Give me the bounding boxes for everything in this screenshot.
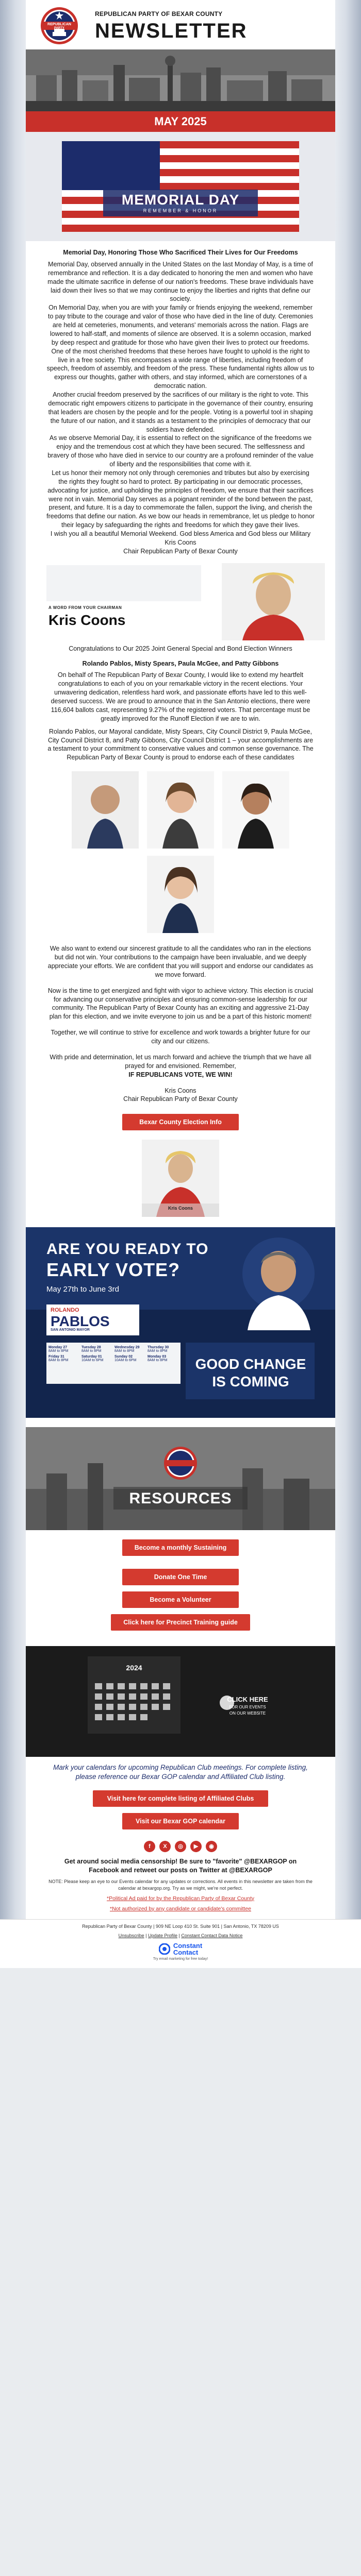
good-change-line2: IS COMING [212,1374,289,1390]
memorial-paragraph-1: Memorial Day, observed annually in the United States on the last Monday of May, is a time of remembrance and reflection. It is a day dedicated to honoring the men and women who have made the ultimate sacrifice in defense of our nation's freedoms. These brave individuals have laid down their lives so that we may continue to enjoy the liberties and rights that define our society. [47,260,314,303]
brand-top: Constant [173,1941,203,1950]
unsubscribe-link[interactable]: Unsubscribe [118,1933,144,1938]
clubs-button-wrap [26,1790,335,1807]
social-icons [26,1835,335,1857]
candidate-last-name: PABLOS [51,1313,110,1330]
calendar-click-line3: ON OUR WEBSITE [229,1711,266,1716]
party-name: REPUBLICAN PARTY OF BEXAR COUNTY [95,10,223,18]
memorial-paragraph-2: On Memorial Day, when you are with your family or friends enjoying the weekend, remember to pay tribute to the courage and valor of those who have died in the line of duty. Ceremonies are held at cemeteries, monuments, and veterans' memorials across the nation. Flags are lowered to half-staff, and moments of silence are observed. It is a solemn occasion, marked by deep respect and gratitude for those who have given their lives to protect our freedoms. [48,304,313,346]
logo-bottom-text: PARTY [54,27,64,30]
election-paragraph-1: On behalf of The Republican Party of Bexar County, I would like to extend my heartfelt congratulations to each of you on your remarkable victory in the recent elections. Your unwavering dedication, relentless hard work, and passionate efforts have led to this well-deserved success. We are proud to announce that in the San Antonio elections, there were 116,604 ballots cast, representing 9.27% of the registered voters. That percentage must be greatly improved for the Runoff Election if we are to win. [51,671,310,722]
election-info-button[interactable]: Bexar County Election Info [122,1114,239,1130]
schedule-day: Monday 03 8AM to 8PM [147,1355,168,1363]
candidate-photos-row-2 [26,856,335,933]
election-paragraph-5: Together, we will continue to strive for excellence and work towards a brighter future for our city and our citizens. [51,1029,310,1045]
kris-coons-photo [142,1140,219,1217]
schedule-day: Monday 27 8AM to 8PM [48,1346,69,1353]
memorial-banner-subtitle: REMEMBER & HONOR [143,208,218,213]
memorial-paragraph-4: Another crucial freedom preserved by the sacrifices of our military is the right to vote. This democratic right empowers citizens to participate in the governance of their country, ensuring that leaders are chosen by the people and for the people. Voting is a powerful tool in shaping the future of our nation, and it stands as a testament to the principles of democracy that our soldiers have defended. [48,391,313,433]
constant-contact-icon [159,1943,170,1955]
memorial-banner-title: MEMORIAL DAY [121,192,240,208]
website-icon[interactable]: ◉ [206,1841,217,1852]
election-signature-title: Chair Republican Party of Bexar County [123,1095,238,1103]
calendar-click-line1: CLICK HERE [227,1696,268,1704]
precinct-training-button[interactable]: Click here for Precinct Training guide [111,1614,250,1631]
resources-title: RESOURCES [129,1490,232,1507]
not-authorized-link[interactable]: *Not authorized by any candidate or candidate's committee [110,1905,251,1912]
memorial-paragraph-3: One of the most cherished freedoms that these heroes have fought to uphold is the right to live in a free society. This encompasses a wide range of liberties, including freedom of speech, freedom of assembly, and freedom of the press. These fundamental rights allow us to express our thoughts, gather with others, and stay informed, which are cornerstones of a democratic nation. [46,347,315,390]
calendar-click-line2: FOR OUR EVENTS [229,1705,266,1710]
election-intro: Congratulations to Our 2025 Joint General Special and Bond Election Winners [69,645,292,652]
election-paragraph-4: Now is the time to get energized and fight with vigor to achieve victory. This election is crucial for advancing our conservative principles and ensuring common-sense leadership for our community. The Republican Party of Bexar County has an exciting and aggressive 21-Day plan for this election, and we invite everyone to join us and be a part of this historic moment! [47,987,314,1021]
memorial-signature-name: Kris Coons [165,538,196,546]
memorial-headline: Memorial Day, Honoring Those Who Sacrificed Their Lives for Our Freedoms [63,249,298,256]
data-notice-link[interactable]: Constant Contact Data Notice [181,1933,243,1938]
election-paragraph-2: Rolando Pablos, our Mayoral candidate, Misty Spears, City Council District 9, Paula McGee, City Council District 8, and Patty Gibbons, City Council District 1 – your accomplishments are a testament to your commitment to conservative values and common sense governance. The Republican Party of Bexar County is proud to endorse each of these candidates [47,727,314,761]
memorial-paragraph-5: As we observe Memorial Day, it is essential to reflect on the significance of the freedoms we enjoy and the tremendous cost at which they have been secured. The selflessness and bravery of those who have died in service to our country are a profound reminder of the value of liberty and the responsibilities that come with it. [47,434,314,468]
party-logo [37,6,81,45]
newsletter-title: NEWSLETTER [95,20,248,42]
memorial-signature-title: Chair Republican Party of Bexar County [123,547,238,555]
early-vote-graphic [26,1227,335,1418]
early-vote-line1: ARE YOU READY TO [46,1241,209,1258]
schedule-day: Wednesday 29 8AM to 8PM [114,1346,140,1353]
memorial-closing: I wish you all a beautiful Memorial Weekend. God bless America and God bless our Military [50,530,311,537]
footer-note: NOTE: Please keep an eye to our Events calendar for any updates or corrections. All events in this newsletter are taken from the calendar at bexargop.org. Try as we might, we're not perfect. [48,1879,313,1891]
newsletter-header [26,0,335,49]
footer-address: Republican Party of Bexar County | 909 NE Loop 410 St. Suite 901 | San Antonio, TX 78209 US [82,1923,279,1929]
chairman-label: A WORD FROM YOUR CHAIRMAN [48,605,122,610]
schedule-day: Tuesday 28 8AM to 8PM [81,1346,102,1353]
email-body [26,0,335,1919]
resources-buttons [26,1530,335,1642]
schedule-day: Thursday 30 8AM to 8PM [147,1346,169,1353]
san-antonio-skyline-image [26,49,335,111]
memorial-flag-graphic [26,132,335,241]
memorial-day-banner [26,132,335,241]
election-info-button-wrap [26,1114,335,1130]
calendar-button-wrap [26,1813,335,1829]
election-article-continued [26,940,335,1106]
bexar-gop-calendar-button[interactable]: Visit our Bexar GOP calendar [122,1813,239,1829]
memorial-article [26,241,335,558]
election-winners: Rolando Pablos, Misty Spears, Paula McGee, and Patty Gibbons [82,659,279,667]
chairman-banner-graphic [26,563,335,640]
good-change-line1: GOOD CHANGE [195,1356,306,1372]
candidate-first-name: ROLANDO [51,1307,79,1314]
header-text [95,10,248,41]
brand-tagline[interactable]: Try email marketing for free today! [153,1957,208,1961]
candidate-role: SAN ANTONIO MAYOR [51,1328,90,1332]
election-paragraph-3: We also want to extend our sincerest gratitude to all the candidates who ran in the elections but did not win. Your contributions to the campaign have been invaluable, and we deeply appreciate your efforts. We are confident that you will support and endorse our candidates as we move forward. [47,945,314,978]
election-emphasis: IF REPUBLICANS VOTE, WE WIN! [128,1071,233,1078]
resources-banner [26,1427,335,1530]
candidate-photo-2 [147,771,214,849]
election-paragraph-6: With pride and determination, let us march forward and achieve the triumph that we have all prayed for and envisioned. Remember, [50,1053,311,1070]
donate-button[interactable]: Donate One Time [122,1569,239,1585]
schedule-day: Sunday 02 10AM to 6PM [114,1355,137,1363]
month-bar: MAY 2025 [26,111,335,132]
schedule-day: Saturday 01 10AM to 6PM [81,1355,104,1363]
skyline-graphic [26,49,335,111]
candidate-photo-1 [72,771,139,849]
youtube-icon[interactable]: ▶ [190,1841,202,1852]
chairman-banner [26,563,335,640]
sustaining-member-button[interactable]: Become a monthly Sustaining Member [122,1539,239,1556]
early-vote-schedule [48,1346,178,1362]
logo-top-text: REPUBLICAN [47,23,71,26]
calendar-text: Mark your calendars for upcoming Republican Club meetings. For complete listing, please reference our Bexar GOP calendar and Affiliated Club listing. [53,1764,308,1781]
constant-contact-logo[interactable] [0,1942,361,1956]
brand-bottom: Contact [173,1948,199,1956]
update-profile-link[interactable]: Update Profile [147,1933,177,1938]
calendar-banner[interactable] [26,1646,335,1757]
calendar-year: 2024 [126,1664,142,1672]
affiliated-clubs-button[interactable]: Visit here for complete listing of Affiliated Clubs [93,1790,268,1807]
resources-background [26,1427,335,1530]
political-ad-link[interactable]: *Political Ad paid for by the Republican Party of Bexar County [107,1895,254,1902]
election-signature-name: Kris Coons [165,1087,196,1094]
volunteer-button[interactable]: Become a Volunteer [122,1591,239,1608]
election-article [26,640,335,765]
facebook-icon[interactable]: f [144,1841,155,1852]
chairman-name: Kris Coons [48,612,126,628]
footer-links: Unsubscribe | Update Profile | Constant Contact Data Notice [118,1933,243,1938]
instagram-icon[interactable]: ◎ [175,1841,186,1852]
candidate-photo-4 [147,856,214,933]
constant-contact-footer [0,1919,361,1968]
early-vote-line2: EARLY VOTE? [46,1259,180,1281]
social-media-text: Get around social media censorship! Be sure to "favorite" @BEXARGOP on Facebook and retweet our posts on Twitter at @BEXARGOP [64,1857,297,1874]
memorial-paragraph-6: Let us honor their memory not only through ceremonies and tributes but also by exercising the rights they fought so hard to protect. By participating in our democratic processes, advocating for justice, and upholding the principles of freedom, we ensure that their sacrifices were not in vain. Memorial Day serves as a poignant reminder of the bond between the past, present, and future. It is a day to commemorate the fallen, support the living, and cherish the freedoms that define our nation. As we bow our heads in remembrance, let us pledge to honor their legacy by safeguarding the rights and freedoms for which they gave their lives. [46,469,315,529]
schedule-day: Friday 31 8AM to 8PM [48,1355,69,1363]
kris-coons-caption: Kris Coons [168,1206,193,1211]
early-vote-dates: May 27th to June 3rd [46,1285,119,1294]
x-twitter-icon[interactable]: X [159,1841,171,1852]
candidate-photo-3 [222,771,289,849]
candidate-photos [26,771,335,849]
